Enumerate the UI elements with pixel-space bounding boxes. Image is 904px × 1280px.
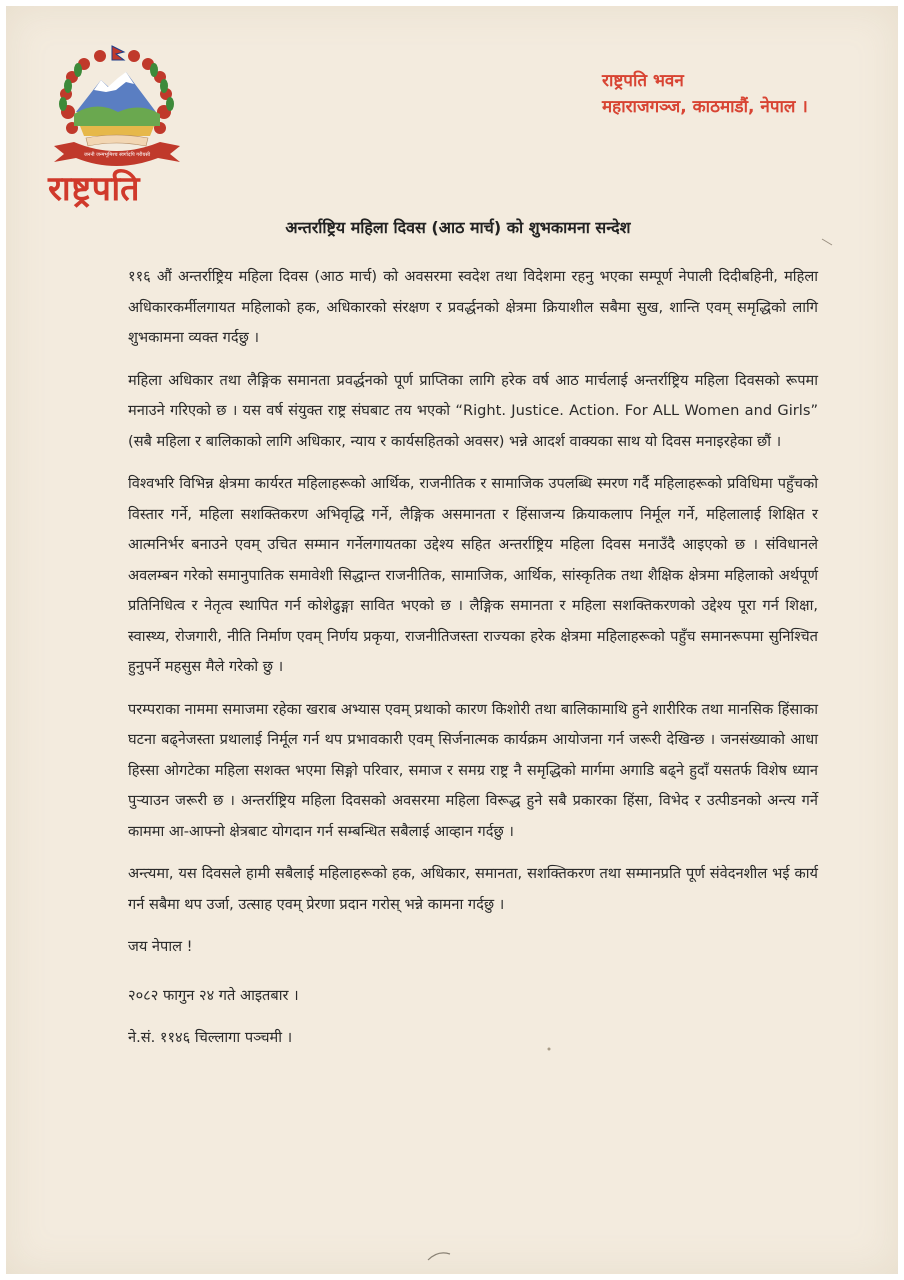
national-emblem-icon — [46, 42, 188, 172]
closing-salutation: जय नेपाल ! — [128, 938, 193, 955]
paragraph: ११६ औं अन्तर्राष्ट्रिय महिला दिवस (आठ मार्च) को अवसरमा स्वदेश तथा विदेशमा रहनु भएका सम्पूर्ण नेपाली दिदीबहिनी, महिला अधिकारकर्मीलगायत महिलाको हक, अधिकारको संरक्षण र प्रवर्द्धनको क्षेत्रमा क्रियाशील सबैमा सुख, शान्ति एवम् समृद्धिको लागि शुभकामना व्यक्त गर्दछु । — [128, 268, 818, 346]
paragraph: विश्वभरि विभिन्न क्षेत्रमा कार्यरत महिलाहरूको आर्थिक, राजनीतिक र सामाजिक उपलब्धि स्मरण गर्दै महिलाहरूको प्रविधिमा पहुँचको विस्तार गर्ने, महिला सशक्तिकरण अभिवृद्धि गर्ने, लैङ्गिक असमानता र हिंसाजन्य क्रियाकलाप निर्मूल गर्ने, महिलालाई शिक्षित र आत्मनिर्भर बनाउने एवम् उचित सम्मान गर्नेलगायतका उद्देश्य सहित अन्तर्राष्ट्रिय महिला दिवस मनाउँदै आइएको छ । संविधानले अवलम्बन गरेको समानुपातिक समावेशी सिद्धान्त राजनीतिक, सामाजिक, आर्थिक, सांस्कृतिक तथा शैक्षिक क्षेत्रमा महिलाको अर्थपूर्ण प्रतिनिधित्व र नेतृत्व स्थापित गर्न कोशेढुङ्गा सावित भएको छ । लैङ्गिक समानता र महिला सशक्तिकरणको उद्देश्य पूरा गर्न शिक्षा, स्वास्थ्य, रोजगारी, नीति निर्माण एवम् निर्णय प्रकृया, राजनीतिजस्ता राज्यका हरेक क्षेत्रमा महिलाहरूको पहुँच समानरूपमा सुनिश्चित हुनुपर्ने महसुस मैले गरेको छु । — [128, 475, 819, 675]
date-bs: २०८२ फागुन २४ गते आइतबार । — [128, 986, 299, 1004]
letter-body — [128, 262, 818, 1066]
paragraph: महिला अधिकार तथा लैङ्गिक समानता प्रवर्द्धनको पूर्ण प्राप्तिका लागि हरेक वर्ष आठ मार्चलाई अन्तर्राष्ट्रिय महिला दिवसको रूपमा मनाउने गरिएको छ । यस वर्ष संयुक्त राष्ट्र संघबाट तय भएको “Right. Justice. Action. For ALL Women and Girls” (सबै महिला र बालिकाको लागि अधिकार, न्याय र कार्यसहितको अवसर) भन्ने आदर्श वाक्यका साथ यो दिवस मनाइरहेका छौं । — [128, 371, 818, 450]
date-nepal-sambat: ने.सं. ११४६ चिल्लागा पञ्चमी । — [128, 1029, 293, 1046]
address-line-2: महाराजगञ्ज, काठमाडौं, नेपाल । — [602, 97, 808, 117]
paper-fleck-icon — [546, 1046, 552, 1052]
office-name: राष्ट्रपति — [48, 169, 141, 209]
paragraph: अन्त्यमा, यस दिवसले हामी सबैलाई महिलाहरूको हक, अधिकार, समानता, सशक्तिकरण तथा सम्मानप्रति पूर्ण संवेदनशील भई कार्य गर्न सबैमा थप उर्जा, उत्साह एवम् प्रेरणा प्रदान गरोस् भन्ने कामना गर्दछु । — [128, 865, 818, 913]
letter-title: अन्तर्राष्ट्रिय महिला दिवस (आठ मार्च) को शुभकामना सन्देश — [285, 218, 631, 237]
letter-page — [6, 6, 898, 1274]
paper-fleck-icon — [426, 1250, 452, 1262]
office-address — [602, 68, 862, 120]
paragraph: परम्पराका नाममा समाजमा रहेका खराब अभ्यास एवम् प्रथाको कारण किशोरी तथा बालिकामाथि हुने शारीरिक तथा मानसिक हिंसाका घटना बढ्नेजस्ता प्रथालाई निर्मूल गर्न थप प्रभावकारी एवम् सिर्जनात्मक कार्यक्रम आयोजना गर्न जरूरी देखिन्छ । जनसंख्याको आधा हिस्सा ओगटेका महिला सशक्त भएमा सिङ्गो परिवार, समाज र समग्र राष्ट्र नै समृद्धिको मार्गमा अगाडि बढ्ने हुदाँ यसतर्फ विशेष ध्यान पुर्‍याउन जरूरी छ । अन्तर्राष्ट्रिय महिला दिवसको अवसरमा महिला विरूद्ध हुने सबै प्रकारका हिंसा, विभेद र उत्पीडनको अन्त्य गर्ने काममा आ-आफ्नो क्षेत्रबाट योगदान गर्न सम्बन्धित सबैलाई आव्हान गर्दछु । — [128, 700, 818, 840]
paper-fleck-icon — [821, 238, 833, 246]
emblem-motto: जननी जन्मभूमिश्च स्वर्गादपि गरीयसी — [83, 152, 151, 158]
address-line-1: राष्ट्रपति भवन — [602, 71, 684, 91]
